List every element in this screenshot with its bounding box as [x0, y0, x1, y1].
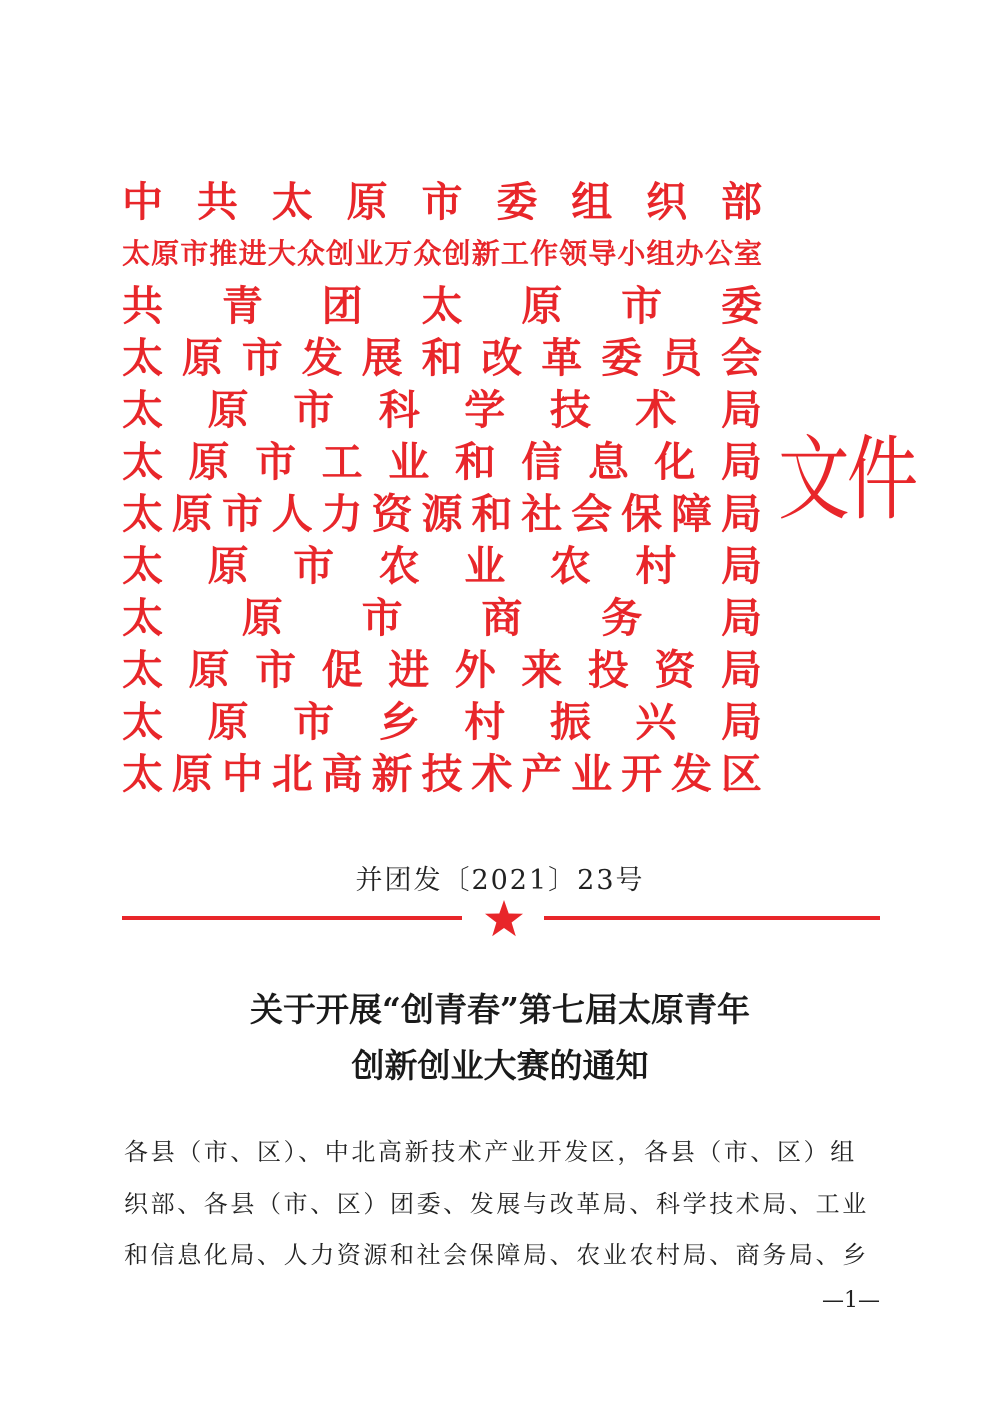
body-text-line: 和信息化局、人力资源和社会保障局、农业农村局、商务局、乡 — [124, 1241, 869, 1269]
issuer-line: 太 原 市 商 务 局 — [122, 594, 762, 642]
star-icon — [484, 899, 524, 937]
issuer-line: 太 原 市 促 进 外 来 投 资 局 — [122, 646, 762, 694]
document-title-line: 关于开展“创青春”第七届太原青年 — [250, 990, 750, 1029]
issuer-line: 太 原 市 科 学 技 术 局 — [122, 386, 762, 434]
body-text-line: 各县（市、区）、中北高新技术产业开发区，各县（市、区）组 — [124, 1138, 857, 1166]
issuer-line: 太 原 市 推 进 大 众 创 业 万 众 创 新 工 作 领 导 小 组 办 公 室 — [122, 237, 762, 270]
issuing-organizations — [122, 176, 762, 800]
document-type-label: 文件 — [778, 426, 916, 533]
body-text-line: 织部、各县（市、区）团委、发展与改革局、科学技术局、工业 — [124, 1190, 869, 1218]
page-number: —1— — [822, 1288, 880, 1313]
issuer-line: 太 原 市 发 展 和 改 革 委 员 会 — [122, 334, 762, 382]
issuer-line: 共 青 团 太 原 市 委 — [122, 282, 762, 330]
red-divider-right — [544, 916, 880, 920]
document-number: 并团发〔2021〕23号 — [355, 865, 645, 896]
issuer-line: 太 原 市 农 业 农 村 局 — [122, 542, 762, 590]
issuer-line: 太 原 市 乡 村 振 兴 局 — [122, 698, 762, 746]
issuer-line: 太 原 市 人 力 资 源 和 社 会 保 障 局 — [122, 490, 762, 538]
red-divider-left — [122, 916, 462, 920]
issuer-line: 太 原 中 北 高 新 技 术 产 业 开 发 区 — [122, 750, 762, 798]
issuer-line: 中 共 太 原 市 委 组 织 部 — [122, 178, 762, 226]
document-title-line: 创新创业大赛的通知 — [351, 1046, 649, 1085]
issuer-line: 太 原 市 工 业 和 信 息 化 局 — [122, 438, 762, 486]
